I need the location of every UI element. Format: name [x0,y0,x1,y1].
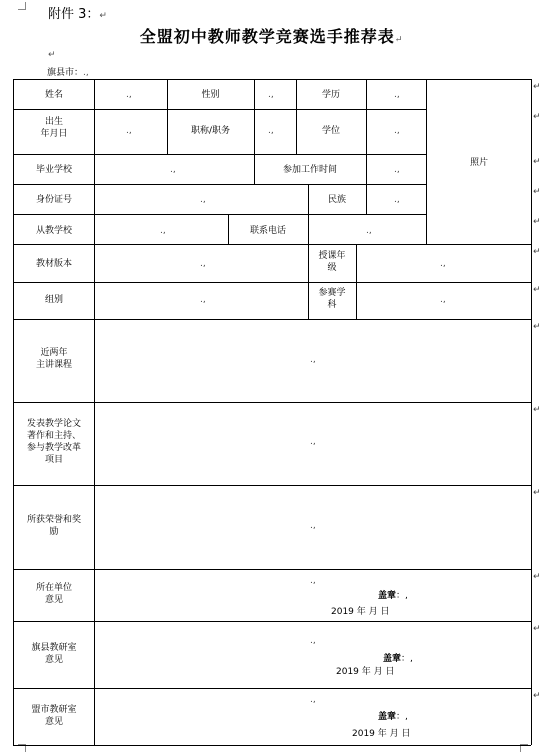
cell-mark: ., [394,195,400,205]
label-teaching-school: 从教学校 [35,226,72,236]
table-rule [356,244,357,319]
table-rule [13,244,531,245]
label-gender: 性别 [201,90,220,100]
page-corner-mark-tl [18,2,26,10]
table-rule [308,214,309,244]
label-unit-opinion: 所在单位 意见 [35,583,72,605]
label-group: 组别 [44,295,63,305]
label-id-number: 身份证号 [35,195,72,205]
table-rule [13,109,426,110]
table-rule [254,79,255,154]
cell-mark: ., [268,126,274,136]
cell-mark: ., [126,90,132,100]
row-end-mark: ↵ [533,217,541,227]
table-rule [13,319,531,320]
cell-mark: ., [394,165,400,175]
label-papers: 发表教学论文 著作和主持、 参与教学改革 项目 [26,419,81,465]
attachment-label: 附件 3：↵ [48,7,107,22]
unit-seal: 盖章：, [378,591,408,601]
cell-mark: ., [310,437,316,447]
table-rule [13,154,426,155]
cell-mark: ., [310,636,316,646]
row-end-mark: ↵ [533,488,541,498]
table-rule [13,214,426,215]
row-end-mark: ↵ [533,322,541,332]
city-date: 2019 年 月 日 [352,729,411,739]
city-seal: 盖章：, [378,712,408,722]
cell-mark: ., [268,90,274,100]
row-end-mark: ↵ [533,624,541,634]
table-rule [13,79,531,80]
label-degree: 学位 [321,126,340,136]
label-grade: 授课年 级 [318,251,346,273]
row-end-mark: ↵ [533,82,541,92]
cell-mark: ., [310,521,316,531]
table-rule [94,79,95,745]
label-education: 学历 [321,90,340,100]
cell-mark: ., [170,165,176,175]
label-graduate-school: 毕业学校 [35,165,72,175]
label-name: 姓名 [44,90,63,100]
label-awards: 所获荣誉和奖 励 [26,515,81,537]
cell-mark: ., [394,90,400,100]
cell-mark: ., [200,295,206,305]
table-rule [13,745,531,746]
county-date: 2019 年 月 日 [336,667,395,677]
row-end-mark: ↵ [533,247,541,257]
cell-mark: ., [200,259,206,269]
table-rule [13,485,531,486]
cell-mark: ., [126,126,132,136]
label-work-start: 参加工作时间 [282,165,337,175]
label-subject: 参赛学 科 [318,288,346,310]
cell-mark: ., [394,126,400,136]
table-rule [13,184,426,185]
table-rule [13,282,531,283]
label-birth: 出生 年月日 [40,117,68,139]
cell-mark: ., [160,226,166,236]
row-end-mark: ↵ [533,112,541,122]
label-textbook: 教材版本 [35,259,72,269]
blank-line-mark: ↵ [48,50,56,60]
cell-mark: ., [200,195,206,205]
cell-mark: ., [310,695,316,705]
label-ethnicity: 民族 [327,195,346,205]
row-end-mark: ↵ [533,285,541,295]
page-title: 全盟初中教师教学竞赛选手推荐表↵ [139,27,404,46]
row-end-mark: ↵ [533,405,541,415]
label-city-opinion: 盟市教研室 意见 [31,705,77,727]
table-rule [13,621,531,622]
table-rule [366,79,367,214]
table-rule [13,569,531,570]
unit-date: 2019 年 月 日 [331,607,390,617]
cell-mark: ., [310,576,316,586]
table-rule [531,79,532,745]
row-end-mark: ↵ [533,157,541,167]
table-rule [13,402,531,403]
region-label: 旗县市：., [47,68,89,78]
cell-mark: ., [440,295,446,305]
county-seal: 盖章：, [383,654,413,664]
label-title-position: 职称/职务 [190,126,231,136]
label-photo: 照片 [469,158,488,168]
label-phone: 联系电话 [249,226,286,236]
paragraph-mark: ↵ [394,35,404,45]
cell-mark: ., [310,355,316,365]
row-end-mark: ↵ [533,572,541,582]
row-end-mark: ↵ [533,187,541,197]
cell-mark: ., [440,259,446,269]
cell-mark: ., [366,226,372,236]
table-rule [13,688,531,689]
label-courses: 近两年 主讲课程 [35,348,72,370]
row-end-mark: ↵ [533,691,541,701]
paragraph-mark: ↵ [99,11,107,21]
label-county-opinion: 旗县教研室 意见 [31,643,77,665]
